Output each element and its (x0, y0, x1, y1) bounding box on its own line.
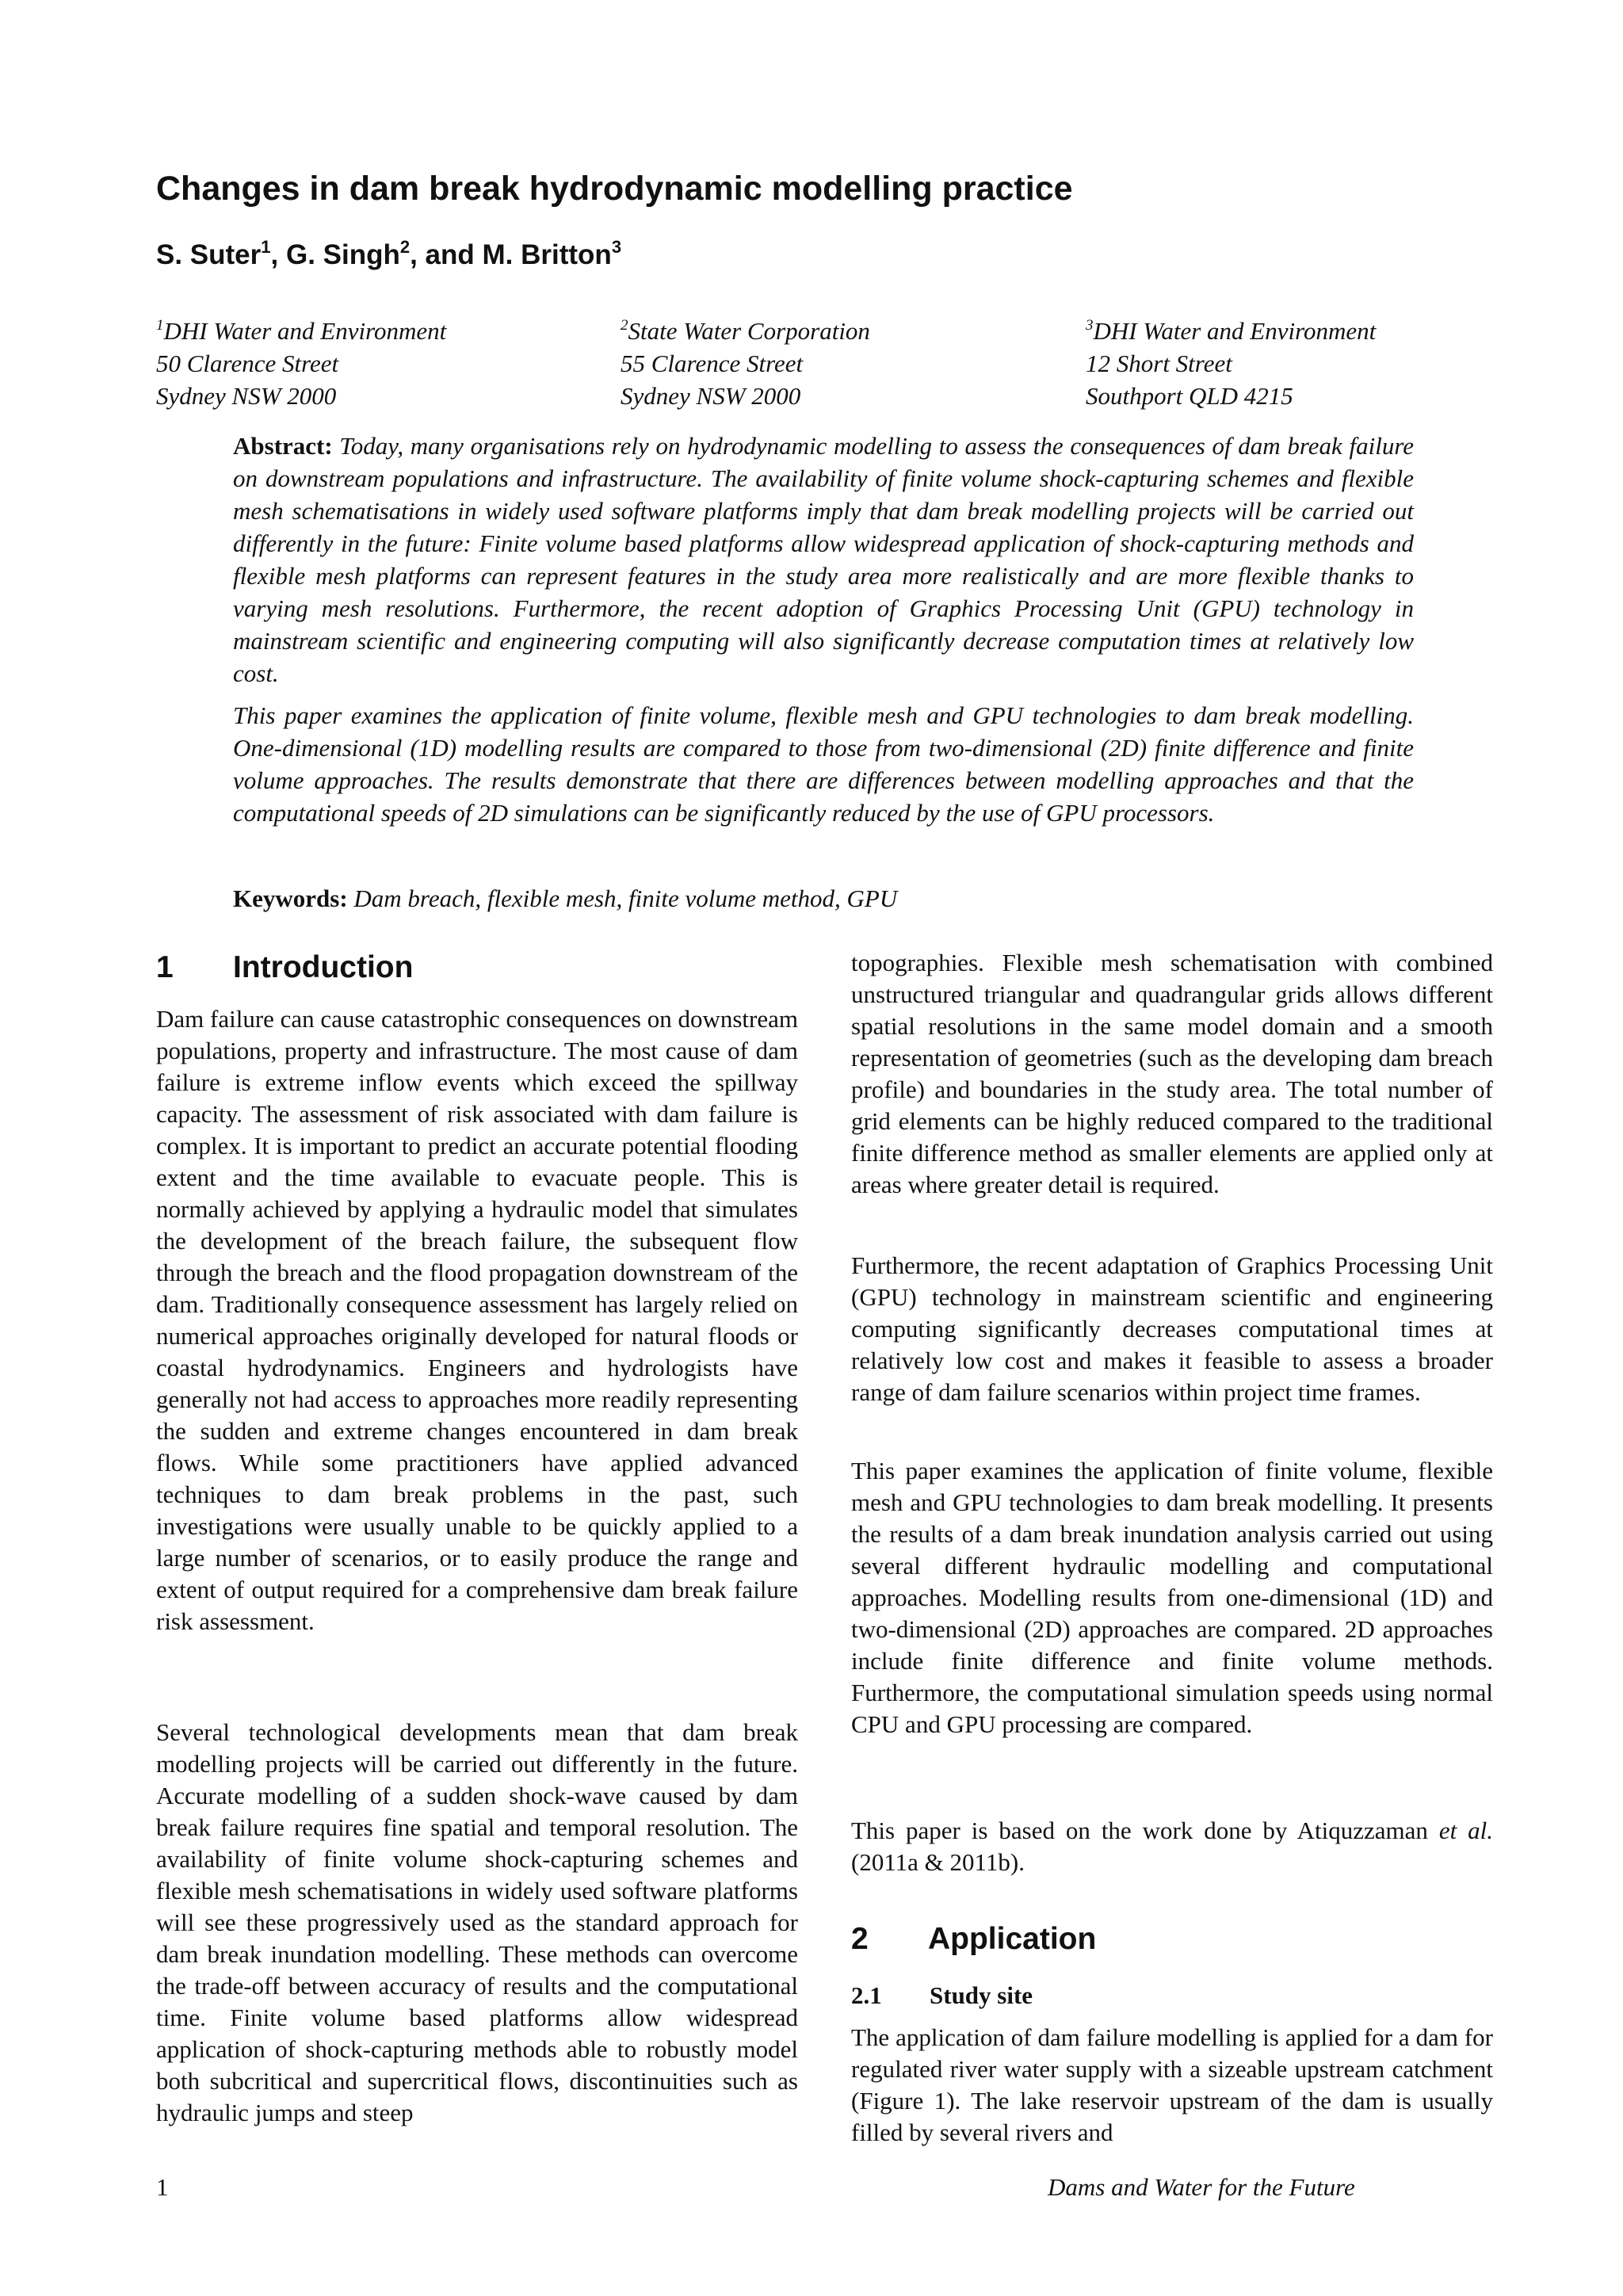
intro-paragraph-4: This paper examines the application of finite volume, flexible mesh and GPU technologies to dam break modelling. It presents the results of a dam break inundation analysis carried out using several different hydraulic modelling and computational approaches. Modelling results from one-dimensional (1D) and two-dimensional (2D) approaches are compared. 2D approaches include finite difference and finite volume methods. Furthermore, the computational simulation speeds using normal CPU and GPU processing are compared. (851, 1457, 1493, 1738)
intro-paragraph-3: Furthermore, the recent adaptation of Graphics Processing Unit (GPU) technology in mainstream scientific and engineering computing significantly decreases computational times at relatively low cost and makes it feasible to assess a broader range of dam failure scenarios within project time frames. (851, 1251, 1493, 1406)
keywords: Keywords: Dam breach, flexible mesh, finite volume method, GPU (233, 884, 898, 912)
intro-paragraph-1: Dam failure can cause catastrophic consequences on downstream populations, property and infrastructure. The most cause of dam failure is extreme inflow events which exceed the spillway capacity. The assessment of risk associated with dam failure is complex. It is important to predict an accurate potential flooding extent and the time available to evacuate people. This is normally achieved by applying a hydraulic model that simulates the development of the breach failure, the subsequent flow through the breach and the flood propagation downstream of the dam. Traditionally consequence assessment has largely relied on numerical approaches originally developed for natural floods or coastal hydrodynamics. Engineers and hydrologists have generally not had access to approaches more readily representing the sudden and extreme changes encountered in dam break flows. While some practitioners have applied advanced techniques to dam break problems in the past, such investigations were usually unable to be quickly applied to a large number of scenarios, or to easily produce the range and extent of output required for a comprehensive dam break failure risk assessment. (156, 1005, 798, 1635)
author-name: S. Suter (156, 239, 262, 270)
study-site-paragraph: The application of dam failure modelling is applied for a dam for regulated river water supply with a sizeable upstream catchment (Figure 1). The lake reservoir upstream of the dam is usually filled by several rivers and (851, 2023, 1493, 2146)
affiliation-city: Southport QLD 4215 (1086, 382, 1293, 410)
running-footer-title: Dams and Water for the Future (1048, 2173, 1355, 2201)
paper-title: Changes in dam break hydrodynamic modelling practice (156, 170, 1073, 208)
affiliation-street: 50 Clarence Street (156, 350, 339, 377)
author-name: G. Singh (285, 239, 400, 270)
keywords-label: Keywords: (233, 884, 348, 912)
author-list: S. Suter$^1$, G. Singh$^2$, and M. Britton$^3$ (156, 237, 622, 270)
et-al: et al. (1438, 1817, 1493, 1844)
affiliation-city: Sydney NSW 2000 (621, 382, 801, 410)
affiliation-org: DHI Water and Environment (1093, 317, 1377, 345)
author-affil-mark: 3 (611, 237, 622, 257)
affiliation-street: 55 Clarence Street (621, 350, 804, 377)
abstract-paragraph-2: This paper examines the application of finite volume, flexible mesh and GPU technologies to dam break modelling. One-dimensional (1D) modelling results are compared to those from two-dimensional (2D) finite difference and finite volume approaches. The results demonstrate that there are differences between modelling approaches and that the computational speeds of 2D simulations can be significantly reduced by the use of GPU processors. (233, 701, 1414, 827)
affiliation-org: DHI Water and Environment (163, 317, 447, 345)
affiliation-3: $^3$DHI Water and Environment 12 Short Street Southport QLD 4215 (1086, 315, 1376, 412)
affiliation-2: $^2$State Water Corporation 55 Clarence Street Sydney NSW 2000 (621, 315, 870, 412)
author-affil-mark: 1 (261, 237, 271, 257)
affiliation-street: 12 Short Street (1086, 350, 1232, 377)
author-affil-mark: 2 (399, 237, 411, 257)
page-number: 1 (156, 2173, 169, 2201)
affiliation-org: State Water Corporation (628, 317, 870, 345)
intro-paragraph-2: Several technological developments mean that dam break modelling projects will be carried out differently in the future. Accurate modelling of a sudden shock-wave caused by dam break failure requires fine spatial and temporal resolution. The availability of finite volume shock-capturing schemes and flexible mesh schematisations in widely used software platforms will see these progressively used as the standard approach for dam break inundation modelling. These methods can overcome the trade-off between accuracy of results and the computational time. Finite volume based platforms allow widespread application of shock-capturing methods able to robustly model both subcritical and supercritical flows, discontinuities such as hydraulic jumps and steep (156, 1718, 798, 2126)
affiliation-1: $^1$DHI Water and Environment 50 Clarence Street Sydney NSW 2000 (156, 315, 446, 412)
abstract-paragraph-1: Abstract: Today, many organisations rely on hydrodynamic modelling to assess the consequences of dam break failure on downstream populations and infrastructure. The availability of finite volume shock-capturing schemes and flexible mesh schematisations in widely used software platforms imply that dam break modelling projects will be carried out differently in the future: Finite volume based platforms allow widespread application of shock-capturing methods and flexible mesh platforms can represent features in the study area more realistically and are more flexible thanks to varying mesh resolutions. Furthermore, the recent adoption of Graphics Processing Unit (GPU) technology in mainstream scientific and engineering computing will also significantly decrease computation times at relatively low cost. (233, 432, 1414, 687)
section-heading-application: 2 Application (851, 1922, 1097, 1956)
intro-paragraph-2-continued: topographies. Flexible mesh schematisation with combined unstructured triangular and quadrangular grids allows different spatial resolutions in the same model domain and a smooth representation of geometries (such as the developing dam breach profile) and boundaries in the study area. The total number of grid elements can be highly reduced compared to the traditional finite difference method as smaller elements are applied only at areas where greater detail is required. (851, 949, 1493, 1198)
intro-paragraph-5: This paper is based on the work done by Atiquzzaman et al. (2011a & 2011b). (851, 1817, 1493, 1876)
section-heading-introduction: 1 Introduction (156, 950, 414, 984)
affiliation-city: Sydney NSW 2000 (156, 382, 337, 410)
subsection-heading-study-site: 2.1 Study site (851, 1981, 1033, 2009)
author-name: M. Britton (482, 239, 612, 270)
abstract-label: Abstract: (233, 432, 333, 460)
